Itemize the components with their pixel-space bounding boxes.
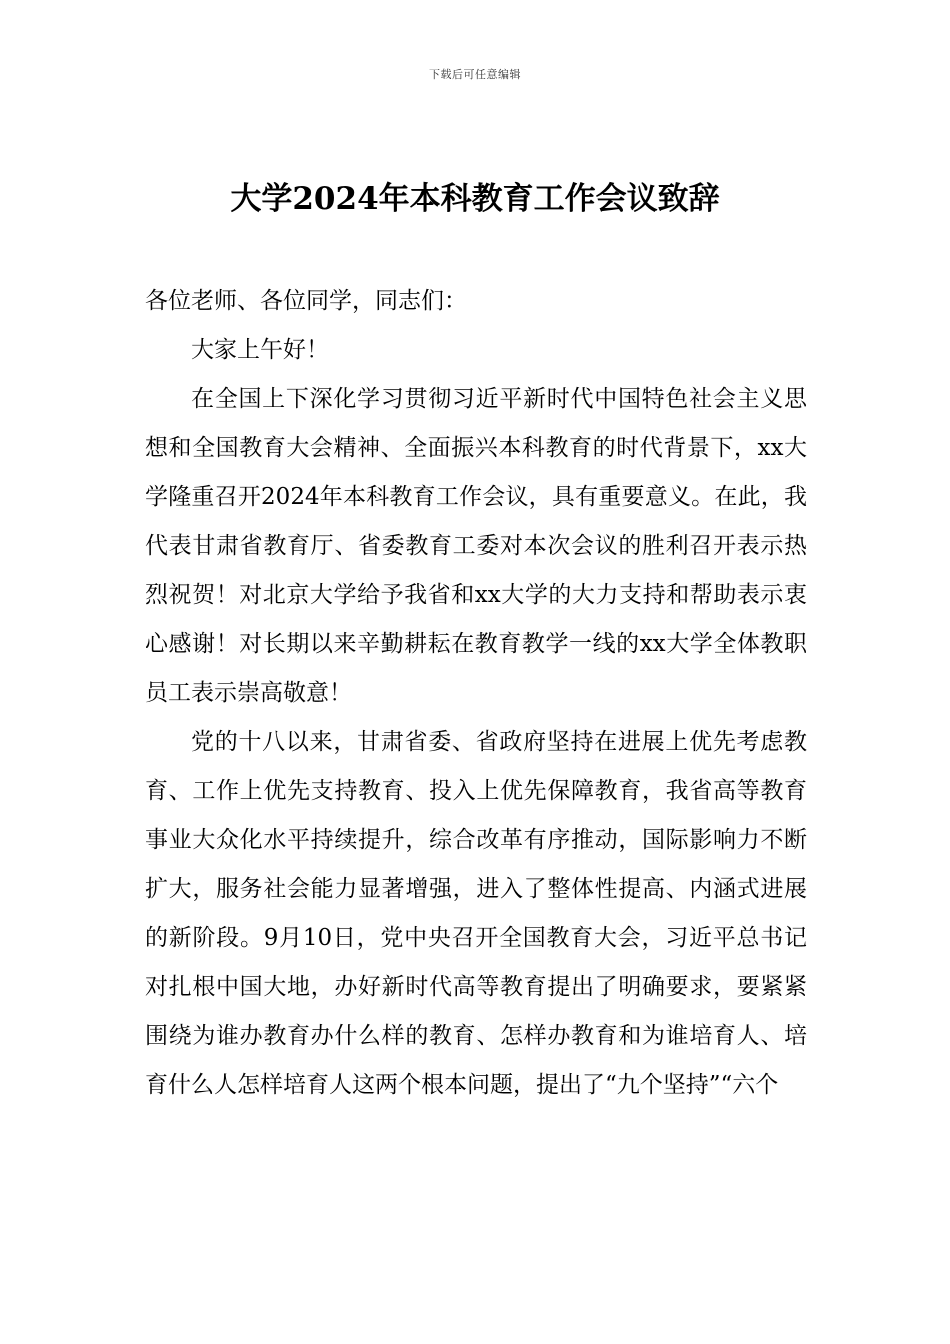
greeting: 各位老师、各位同学，同志们： [145, 288, 467, 314]
document-body [145, 277, 807, 1110]
header-note: 下载后可任意编辑 [429, 68, 521, 81]
paragraph-congratulations: 在全国上下深化学习贯彻习近平新时代中国特色社会主义思想和全国教育大会精神、全面振兴本科教育的时代背景下，xx大学隆重召开2024年本科教育工作会议，具有重要意义。在此，我代表甘肃省教育厅、省委教育工委对本次会议的胜利召开表示热烈祝贺！对北京大学给予我省和xx大学的大力支持和帮助表示衷心感谢！对长期以来辛勤耕耘在教育教学一线的xx大学全体教职员工表示崇高敬意！ [145, 386, 807, 706]
document-title: 大学2024年本科教育工作会议致辞 [230, 181, 720, 217]
paragraph-opening: 大家上午好！ [191, 337, 329, 363]
paragraph-progress: 党的十八以来，甘肃省委、省政府坚持在进展上优先考虑教育、工作上优先支持教育、投入上优先保障教育，我省高等教育事业大众化水平持续提升，综合改革有序推动，国际影响力不断扩大，服务社会能力显著增强，进入了整体性提高、内涵式进展的新阶段。9月10日，党中央召开全国教育大会，习近平总书记对扎根中国大地，办好新时代高等教育提出了明确要求，要紧紧围绕为谁办教育办什么样的教育、怎样办教育和为谁培育人、培育什么人怎样培育人这两个根本问题，提出了“九个坚持”“六个 [145, 729, 807, 1098]
